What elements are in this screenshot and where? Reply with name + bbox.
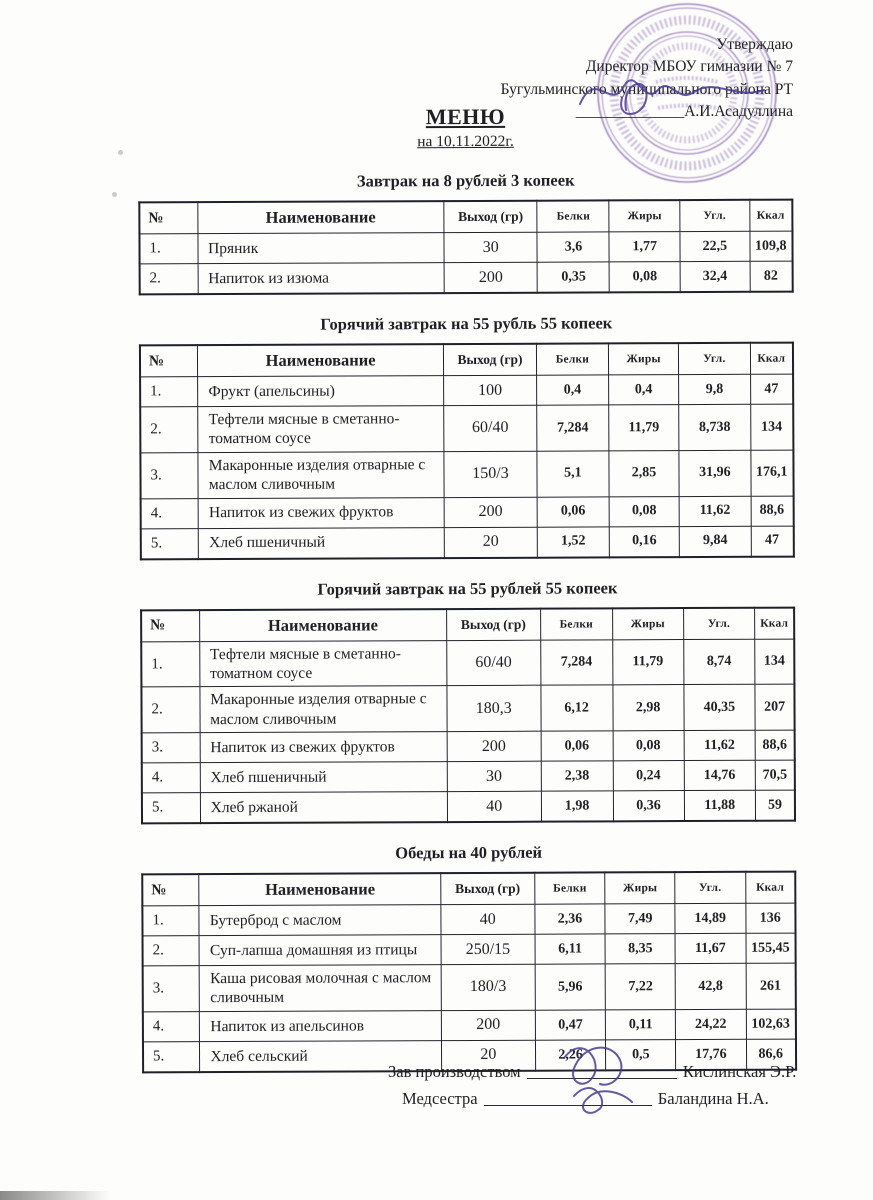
cell-value: 9,84 [680, 526, 751, 557]
cell-value: 5. [141, 528, 199, 559]
menu-row [141, 496, 794, 529]
dish-name: Макаронные изделия отварные с маслом сливочным [198, 451, 444, 498]
dish-name: Макаронные изделия отварные с маслом сливочным [200, 686, 447, 733]
cell-value: 30 [444, 232, 538, 262]
column-header: Угл. [680, 200, 750, 232]
column-header: Выход (гр) [446, 608, 540, 640]
table-header-row [141, 607, 794, 641]
cell-value: 0,4 [608, 375, 679, 405]
cell-value: 88,6 [755, 730, 795, 760]
dish-name: Хлеб ржаной [200, 792, 447, 824]
cell-value: 207 [755, 684, 795, 730]
table-header-row [139, 200, 792, 234]
cell-value: 82 [750, 261, 793, 292]
cell-value: 6,12 [541, 685, 613, 731]
cell-value: 60/40 [444, 405, 537, 451]
cell-value: 150/3 [444, 451, 537, 497]
cell-value: 0,35 [538, 262, 610, 293]
menu-row [140, 404, 793, 453]
cell-value: 70,5 [755, 760, 795, 790]
cell-value: 5. [143, 1041, 200, 1072]
column-header: Жиры [605, 872, 675, 904]
cell-value: 31,96 [679, 450, 750, 496]
cell-value: 200 [444, 497, 537, 527]
cell-value: 11,67 [675, 933, 745, 963]
menu-date: на 10.11.2022г. [417, 132, 514, 151]
cell-value: 5. [142, 793, 200, 824]
dish-name: Бутерброд с маслом [199, 905, 441, 936]
menu-row [139, 231, 792, 264]
cell-value: 200 [441, 1010, 535, 1040]
column-header: Угл. [675, 872, 745, 904]
dish-name: Хлеб пшеничный [199, 527, 445, 559]
page-title: МЕНЮ [425, 103, 506, 130]
column-header: Белки [537, 200, 609, 232]
cell-value: 11,62 [679, 496, 750, 526]
cell-value: 40 [441, 904, 535, 934]
menu-row [143, 933, 796, 966]
table-title: Горячий завтрак на 55 рублей 55 копеек [317, 577, 618, 599]
column-header: Ккал [750, 343, 793, 375]
cell-value: 30 [447, 761, 541, 791]
cell-value: 42,8 [675, 963, 746, 1009]
cell-value: 3. [140, 452, 198, 498]
dish-name: Фрукт (апельсины) [198, 376, 444, 407]
dish-name: Напиток из апельсинов [200, 1010, 442, 1041]
cell-value: 2. [140, 407, 198, 453]
cell-value: 2,98 [613, 685, 684, 731]
cell-value: 1. [140, 377, 198, 407]
column-header: Наименование [199, 609, 446, 642]
column-header: № [142, 874, 199, 906]
cell-value: 4. [143, 1011, 200, 1041]
menu-row [140, 450, 793, 499]
cell-value: 9,8 [679, 374, 750, 404]
cell-value: 20 [444, 527, 537, 558]
cell-value: 134 [755, 639, 795, 685]
column-header: Выход (гр) [441, 873, 535, 905]
cell-value: 5,96 [535, 964, 606, 1010]
dish-name: Хлеб пшеничный [200, 762, 447, 793]
table-title: Горячий завтрак на 55 рубль 55 копеек [320, 313, 613, 334]
table-header-row [142, 872, 795, 906]
cell-value: 60/40 [447, 640, 541, 686]
menu-table [139, 342, 795, 560]
cell-value: 0,24 [613, 761, 684, 791]
column-header: № [140, 345, 198, 377]
cell-value: 180/3 [441, 964, 535, 1010]
column-header: Выход (гр) [443, 344, 536, 376]
table-title: Обеды на 40 рублей [395, 842, 543, 863]
cell-value: 0,08 [613, 731, 684, 761]
director-name: А.И.Асадуллина [684, 103, 793, 121]
menu-row [141, 526, 794, 559]
table-title: Завтрак на 8 рублей 3 копеек [356, 170, 575, 191]
document-body [138, 103, 797, 1074]
cell-value: 22,5 [680, 231, 750, 261]
section-lunch-40 [141, 842, 797, 1074]
column-header: Ккал [745, 872, 795, 904]
cell-value: 47 [750, 374, 793, 404]
cell-value: 0,4 [537, 375, 609, 405]
cell-value: 11,79 [608, 405, 679, 451]
cell-value: 40 [447, 791, 541, 822]
scan-smudge [0, 1191, 110, 1200]
section-hot-breakfast-2 [140, 577, 796, 824]
cell-value: 0,06 [537, 496, 609, 526]
cell-value: 261 [746, 963, 796, 1009]
section-hot-breakfast-1 [139, 313, 795, 560]
column-header: Жиры [608, 343, 679, 375]
cell-value: 250/15 [441, 934, 535, 964]
dish-name: Каша рисовая молочная с маслом сливочным [200, 965, 442, 1012]
cell-value: 20 [442, 1040, 536, 1071]
menu-row [143, 1009, 796, 1042]
cell-value: 7,284 [540, 639, 612, 685]
cell-value: 8,74 [683, 639, 755, 685]
cell-value: 7,284 [537, 405, 609, 451]
menu-row [142, 903, 795, 936]
column-header: Белки [540, 608, 612, 640]
cell-value: 200 [444, 262, 538, 293]
signoff-label: Зав производством [388, 1062, 521, 1081]
cell-value: 86,6 [746, 1039, 796, 1070]
signoff-label: Медсестра [402, 1089, 478, 1109]
column-header: № [141, 610, 199, 642]
menu-table [138, 199, 793, 296]
menu-table [141, 871, 797, 1074]
column-header: Наименование [198, 344, 444, 377]
menu-row [140, 261, 793, 294]
column-header: Наименование [199, 873, 441, 906]
cell-value: 3,6 [537, 232, 609, 262]
director-signature [566, 60, 776, 129]
dish-name: Тефтели мясные в сметанно-томатном соусе [199, 640, 446, 687]
cell-value: 7,22 [606, 964, 676, 1010]
menu-table [140, 606, 796, 824]
cell-value: 100 [443, 375, 536, 405]
approval-line-3: Бугульминского муниципального района РТ [500, 80, 793, 98]
cell-value: 11,88 [684, 790, 756, 821]
approval-line-1: Утверждаю [716, 36, 793, 53]
approval-line-2: Директор МБОУ гимназии № 7 [585, 58, 793, 76]
column-header: Выход (гр) [444, 201, 538, 233]
column-header: Ккал [749, 200, 792, 232]
cell-value: 1. [139, 234, 197, 264]
menu-row [142, 760, 795, 793]
cell-value: 59 [755, 790, 795, 821]
cell-value: 1,98 [541, 791, 613, 822]
cell-value: 6,11 [535, 934, 606, 964]
dish-name: Напиток из свежих фруктов [198, 497, 444, 528]
cell-value: 2. [143, 936, 200, 966]
menu-row [142, 730, 795, 763]
menu-row [141, 684, 794, 733]
dish-name: Напиток из изюма [198, 263, 445, 295]
dish-name: Напиток из свежих фруктов [200, 732, 447, 763]
signoff-name: Баландина Н.А. [657, 1089, 769, 1109]
cell-value: 24,22 [676, 1009, 746, 1039]
cell-value: 0,47 [535, 1010, 606, 1040]
cell-value: 136 [745, 903, 795, 933]
scan-speck [112, 192, 117, 197]
column-header: Белки [536, 343, 608, 375]
cell-value: 1,77 [609, 232, 680, 262]
cell-value: 32,4 [680, 261, 750, 292]
footer-signatures [536, 1030, 696, 1125]
signature-underline: ______________ [575, 103, 685, 121]
cell-value: 0,08 [609, 262, 680, 293]
cell-value: 17,76 [676, 1039, 746, 1070]
cell-value: 4. [142, 763, 200, 793]
cell-value: 4. [141, 498, 199, 528]
cell-value: 8,35 [605, 934, 675, 964]
column-header: Жиры [609, 200, 680, 232]
cell-value: 88,6 [751, 496, 794, 526]
cell-value: 11,62 [684, 730, 756, 760]
cell-value: 180,3 [447, 685, 541, 731]
dish-name: Суп-лапша домашняя из птицы [199, 935, 441, 966]
cell-value: 14,76 [684, 760, 756, 790]
scan-speck [118, 150, 123, 155]
cell-value: 0,16 [609, 526, 680, 557]
cell-value: 2,85 [609, 450, 680, 496]
cell-value: 8,738 [679, 404, 750, 450]
signoff-name: Кислинская Э.Р. [682, 1062, 797, 1081]
cell-value: 1. [142, 906, 199, 936]
column-header: № [139, 202, 197, 234]
column-header: Наименование [197, 201, 444, 234]
column-header: Ккал [755, 607, 795, 639]
cell-value: 2,36 [534, 904, 605, 934]
column-header: Угл. [683, 607, 755, 639]
cell-value: 109,8 [749, 231, 792, 261]
column-header: Белки [534, 872, 605, 904]
cell-value: 102,63 [746, 1009, 796, 1039]
cell-value: 2. [140, 264, 198, 295]
menu-row [140, 374, 793, 407]
cell-value: 0,5 [606, 1039, 676, 1070]
dish-name: Хлеб сельский [200, 1040, 442, 1072]
cell-value: 14,89 [675, 903, 745, 933]
cell-value: 2. [141, 687, 199, 733]
cell-value: 2,26 [535, 1040, 606, 1071]
cell-value: 7,49 [605, 904, 675, 934]
cell-value: 47 [751, 526, 794, 557]
cell-value: 200 [447, 731, 541, 761]
cell-value: 5,1 [537, 451, 609, 497]
table-header-row [140, 343, 793, 377]
cell-value: 0,11 [606, 1009, 676, 1039]
cell-value: 2,38 [541, 761, 613, 791]
cell-value: 134 [750, 404, 793, 450]
cell-value: 1,52 [537, 526, 609, 557]
column-header: Жиры [612, 608, 683, 640]
menu-row [142, 790, 795, 823]
cell-value: 11,79 [612, 639, 683, 685]
cell-value: 1. [141, 641, 199, 687]
cell-value: 0,36 [613, 791, 684, 822]
cell-value: 0,06 [541, 731, 613, 761]
cell-value: 3. [143, 966, 200, 1012]
cell-value: 0,08 [609, 496, 680, 526]
menu-row [141, 639, 794, 688]
menu-row [143, 963, 796, 1012]
dish-name: Пряник [197, 233, 444, 264]
cell-value: 155,45 [746, 933, 796, 963]
cell-value: 176,1 [750, 450, 793, 496]
cell-value: 40,35 [683, 684, 755, 730]
dish-name: Тефтели мясные в сметанно-томатном соусе [198, 406, 444, 453]
cell-value: 3. [142, 733, 200, 763]
column-header: Угл. [679, 343, 750, 375]
